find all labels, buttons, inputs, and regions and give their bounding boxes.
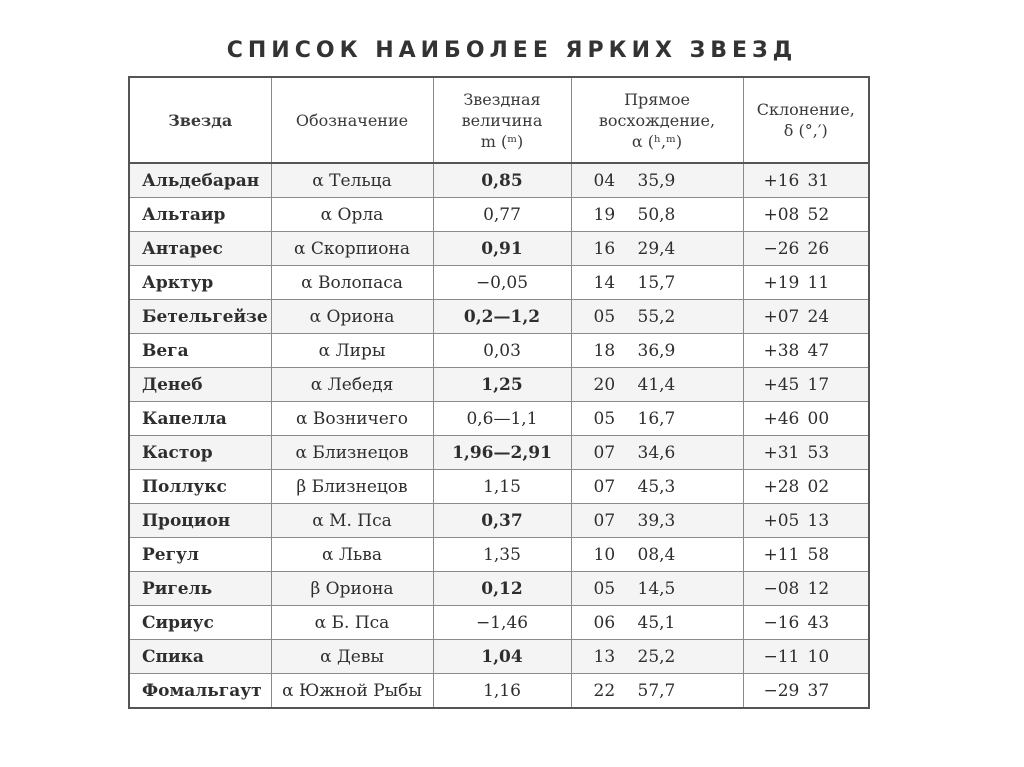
dec-minutes: 00 xyxy=(807,408,830,429)
ra-hours: 05 xyxy=(593,578,616,599)
header-line: m (ᵐ) xyxy=(480,131,524,151)
star-right-ascension-cell xyxy=(571,198,743,232)
ra-minutes: 45,1 xyxy=(637,612,676,633)
dec-minutes: 11 xyxy=(807,272,830,293)
dec-degrees: −08 xyxy=(763,578,800,599)
dec-degrees: +16 xyxy=(763,170,800,191)
dec-degrees: −16 xyxy=(763,612,800,633)
star-designation-cell: β Ориона xyxy=(271,572,433,606)
ra-minutes: 50,8 xyxy=(637,204,676,225)
header-line: Звездная xyxy=(463,89,541,109)
star-designation-cell: α Б. Пса xyxy=(271,606,433,640)
star-name-cell: Ригель xyxy=(129,572,271,606)
header-right-ascension xyxy=(571,77,743,163)
dec-minutes: 13 xyxy=(807,510,830,531)
table-row xyxy=(129,538,869,572)
dec-degrees: +19 xyxy=(763,272,800,293)
table-row xyxy=(129,572,869,606)
table-row xyxy=(129,640,869,674)
table-row xyxy=(129,163,869,198)
ra-minutes: 15,7 xyxy=(637,272,676,293)
star-magnitude-cell: 0,37 xyxy=(433,504,571,538)
ra-minutes: 39,3 xyxy=(637,510,676,531)
dec-minutes: 24 xyxy=(807,306,830,327)
header-designation xyxy=(271,77,433,163)
star-right-ascension-cell xyxy=(571,470,743,504)
header-line: α (ʰ,ᵐ) xyxy=(631,131,683,151)
header-line: δ (°,′) xyxy=(783,121,828,140)
star-magnitude-cell: 1,35 xyxy=(433,538,571,572)
star-name-cell: Кастор xyxy=(129,436,271,470)
star-declination-cell xyxy=(743,674,869,709)
ra-minutes: 57,7 xyxy=(637,680,676,701)
ra-minutes: 16,7 xyxy=(637,408,676,429)
star-declination-cell xyxy=(743,300,869,334)
star-right-ascension-cell xyxy=(571,232,743,266)
table-row xyxy=(129,436,869,470)
star-declination-cell xyxy=(743,163,869,198)
star-designation-cell: α Льва xyxy=(271,538,433,572)
star-name-cell: Фомальгаут xyxy=(129,674,271,709)
star-name-cell: Бетельгейзе xyxy=(129,300,271,334)
dec-degrees: −26 xyxy=(763,238,800,259)
star-declination-cell xyxy=(743,572,869,606)
ra-minutes: 14,5 xyxy=(637,578,676,599)
ra-hours: 10 xyxy=(593,544,616,565)
star-designation-cell: α Близнецов xyxy=(271,436,433,470)
star-name-cell: Спика xyxy=(129,640,271,674)
dec-minutes: 37 xyxy=(807,680,830,701)
dec-degrees: −11 xyxy=(763,646,800,667)
star-declination-cell xyxy=(743,606,869,640)
star-designation-cell: α Орла xyxy=(271,198,433,232)
dec-degrees: +38 xyxy=(763,340,800,361)
star-right-ascension-cell xyxy=(571,436,743,470)
table-body xyxy=(129,163,869,708)
star-right-ascension-cell xyxy=(571,402,743,436)
star-right-ascension-cell xyxy=(571,334,743,368)
ra-hours: 19 xyxy=(593,204,616,225)
dec-minutes: 17 xyxy=(807,374,830,395)
star-magnitude-cell: 1,25 xyxy=(433,368,571,402)
star-declination-cell xyxy=(743,402,869,436)
ra-hours: 07 xyxy=(593,476,616,497)
star-magnitude-cell: 0,12 xyxy=(433,572,571,606)
star-magnitude-cell: 0,6—1,1 xyxy=(433,402,571,436)
star-declination-cell xyxy=(743,198,869,232)
ra-minutes: 29,4 xyxy=(637,238,676,259)
dec-minutes: 53 xyxy=(807,442,830,463)
table-row xyxy=(129,334,869,368)
star-name-cell: Вега xyxy=(129,334,271,368)
page-title: СПИСОК НАИБОЛЕЕ ЯРКИХ ЗВЕЗД xyxy=(226,38,798,63)
star-right-ascension-cell xyxy=(571,504,743,538)
stars-table xyxy=(128,76,870,709)
star-name-cell: Процион xyxy=(129,504,271,538)
star-name-cell: Арктур xyxy=(129,266,271,300)
header-line: Обозначение xyxy=(295,110,409,130)
star-declination-cell xyxy=(743,334,869,368)
ra-hours: 18 xyxy=(593,340,616,361)
ra-hours: 16 xyxy=(593,238,616,259)
star-designation-cell: α Скорпиона xyxy=(271,232,433,266)
star-name-cell: Альтаир xyxy=(129,198,271,232)
ra-minutes: 45,3 xyxy=(637,476,676,497)
dec-minutes: 26 xyxy=(807,238,830,259)
star-right-ascension-cell xyxy=(571,572,743,606)
header-row xyxy=(129,77,869,163)
header-line: Прямое xyxy=(624,89,690,109)
star-right-ascension-cell xyxy=(571,300,743,334)
dec-minutes: 43 xyxy=(807,612,830,633)
dec-minutes: 52 xyxy=(807,204,830,225)
star-magnitude-cell: 0,2—1,2 xyxy=(433,300,571,334)
dec-degrees: +11 xyxy=(763,544,800,565)
ra-minutes: 36,9 xyxy=(637,340,676,361)
table-row xyxy=(129,674,869,709)
star-magnitude-cell: 1,15 xyxy=(433,470,571,504)
star-right-ascension-cell xyxy=(571,538,743,572)
header-line: величина xyxy=(461,110,543,130)
dec-degrees: +28 xyxy=(763,476,800,497)
header-star xyxy=(129,77,271,163)
ra-hours: 05 xyxy=(593,306,616,327)
star-name-cell: Капелла xyxy=(129,402,271,436)
ra-minutes: 34,6 xyxy=(637,442,676,463)
star-designation-cell: α Волопаса xyxy=(271,266,433,300)
dec-degrees: +46 xyxy=(763,408,800,429)
ra-minutes: 41,4 xyxy=(637,374,676,395)
table-row xyxy=(129,470,869,504)
ra-hours: 07 xyxy=(593,442,616,463)
star-right-ascension-cell xyxy=(571,640,743,674)
star-declination-cell xyxy=(743,436,869,470)
ra-hours: 20 xyxy=(593,374,616,395)
ra-minutes: 25,2 xyxy=(637,646,676,667)
star-designation-cell: α Девы xyxy=(271,640,433,674)
dec-degrees: +31 xyxy=(763,442,800,463)
dec-degrees: +08 xyxy=(763,204,800,225)
table-row xyxy=(129,504,869,538)
star-magnitude-cell: −1,46 xyxy=(433,606,571,640)
star-declination-cell xyxy=(743,470,869,504)
star-name-cell: Регул xyxy=(129,538,271,572)
star-declination-cell xyxy=(743,538,869,572)
star-right-ascension-cell xyxy=(571,606,743,640)
ra-minutes: 35,9 xyxy=(637,170,676,191)
dec-degrees: −29 xyxy=(763,680,800,701)
table-row xyxy=(129,232,869,266)
dec-minutes: 58 xyxy=(807,544,830,565)
star-magnitude-cell: 1,16 xyxy=(433,674,571,709)
dec-degrees: +45 xyxy=(763,374,800,395)
ra-minutes: 55,2 xyxy=(637,306,676,327)
header-declination xyxy=(743,77,869,163)
star-name-cell: Сириус xyxy=(129,606,271,640)
table-header xyxy=(129,77,869,163)
table-row xyxy=(129,300,869,334)
table-row xyxy=(129,606,869,640)
star-designation-cell: α Возничего xyxy=(271,402,433,436)
ra-hours: 06 xyxy=(593,612,616,633)
star-declination-cell xyxy=(743,232,869,266)
star-magnitude-cell: 0,03 xyxy=(433,334,571,368)
ra-hours: 07 xyxy=(593,510,616,531)
dec-minutes: 47 xyxy=(807,340,830,361)
star-declination-cell xyxy=(743,368,869,402)
star-name-cell: Антарес xyxy=(129,232,271,266)
header-line: восхождение, xyxy=(598,110,716,130)
star-right-ascension-cell xyxy=(571,266,743,300)
ra-hours: 13 xyxy=(593,646,616,667)
ra-hours: 22 xyxy=(593,680,616,701)
star-designation-cell: α Лебедя xyxy=(271,368,433,402)
dec-minutes: 10 xyxy=(807,646,830,667)
table-row xyxy=(129,368,869,402)
star-magnitude-cell: 0,85 xyxy=(433,163,571,198)
star-designation-cell: β Близнецов xyxy=(271,470,433,504)
table-row xyxy=(129,266,869,300)
star-name-cell: Поллукс xyxy=(129,470,271,504)
star-magnitude-cell: 0,77 xyxy=(433,198,571,232)
star-designation-cell: α М. Пса xyxy=(271,504,433,538)
dec-degrees: +07 xyxy=(763,306,800,327)
star-right-ascension-cell xyxy=(571,674,743,709)
star-magnitude-cell: 0,91 xyxy=(433,232,571,266)
table-row xyxy=(129,402,869,436)
ra-hours: 05 xyxy=(593,408,616,429)
dec-minutes: 12 xyxy=(807,578,830,599)
header-line: Звезда xyxy=(168,110,233,130)
table-row xyxy=(129,198,869,232)
ra-hours: 04 xyxy=(593,170,616,191)
star-name-cell: Альдебаран xyxy=(129,163,271,198)
star-designation-cell: α Южной Рыбы xyxy=(271,674,433,709)
ra-minutes: 08,4 xyxy=(637,544,676,565)
star-name-cell: Денеб xyxy=(129,368,271,402)
star-designation-cell: α Тельца xyxy=(271,163,433,198)
header-line: Склонение, xyxy=(756,100,855,119)
star-magnitude-cell: 1,04 xyxy=(433,640,571,674)
star-magnitude-cell: 1,96—2,91 xyxy=(433,436,571,470)
header-magnitude xyxy=(433,77,571,163)
dec-minutes: 31 xyxy=(807,170,830,191)
star-declination-cell xyxy=(743,504,869,538)
star-right-ascension-cell xyxy=(571,368,743,402)
star-magnitude-cell: −0,05 xyxy=(433,266,571,300)
star-declination-cell xyxy=(743,266,869,300)
star-right-ascension-cell xyxy=(571,163,743,198)
dec-degrees: +05 xyxy=(763,510,800,531)
star-designation-cell: α Лиры xyxy=(271,334,433,368)
dec-minutes: 02 xyxy=(807,476,830,497)
star-designation-cell: α Ориона xyxy=(271,300,433,334)
star-declination-cell xyxy=(743,640,869,674)
ra-hours: 14 xyxy=(593,272,616,293)
